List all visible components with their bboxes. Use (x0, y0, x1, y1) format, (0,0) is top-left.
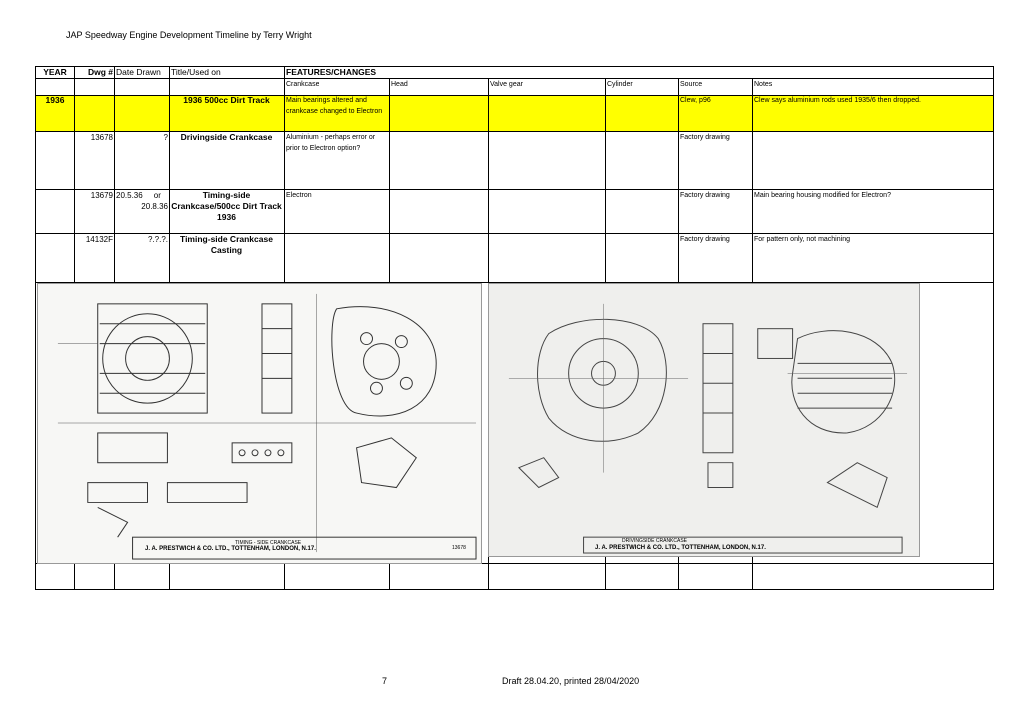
row3-source: Factory drawing (680, 192, 730, 199)
row2-date: ? (163, 133, 168, 142)
row4-title: Timing-side Crankcase Casting (180, 234, 273, 255)
timing-side-crankcase-drawing (488, 283, 920, 557)
row1-notes: Clew says aluminium rods used 1935/6 then dropped. (754, 97, 921, 104)
row2-title: Drivingside Crankcase (180, 132, 273, 142)
row1-source: Clew, p96 (680, 97, 711, 104)
document-title: JAP Speedway Engine Development Timeline by Terry Wright (66, 30, 312, 40)
row1-year: 1936 (45, 95, 65, 105)
subheader-crankcase: Crankcase (286, 81, 320, 88)
row3-title: Timing-side Crankcase/500cc Dirt Track 1936 (171, 190, 282, 222)
subheader-source: Source (680, 81, 703, 88)
subheader-cylinder: Cylinder (607, 81, 633, 88)
header-features: FEATURES/CHANGES (286, 67, 377, 77)
row3-crankcase: Electron (286, 192, 312, 199)
draft-note: Draft 28.04.20, printed 28/04/2020 (502, 676, 640, 686)
subheader-notes: Notes (754, 81, 773, 88)
subheader-valve-gear: Valve gear (490, 81, 523, 88)
drawing1-maker: J. A. PRESTWICH & CO. LTD., TOTTENHAM, LONDON, N.17. (145, 546, 316, 552)
row3-dwg: 13679 (90, 191, 113, 200)
page-number: 7 (382, 676, 388, 686)
row3-notes: Main bearing housing modified for Electron? (754, 192, 891, 199)
drawing1-caption: TIMING - SIDE CRANKCASE (235, 540, 302, 546)
row3-date-b: 20.8.36 (141, 202, 168, 211)
drawing1-number: 13678 (452, 545, 466, 551)
drivingside-crankcase-drawing (37, 283, 482, 564)
row4-dwg: 14132F (85, 235, 113, 244)
header-date: Date Drawn (116, 67, 161, 77)
subheader-head: Head (391, 81, 408, 88)
drawing2-caption: DRIVINGSIDE CRANKCASE (622, 538, 688, 544)
header-dwg: Dwg # (87, 67, 113, 77)
row2-crankcase: Aluminium - perhaps error or prior to Electron option? (286, 134, 376, 152)
drawing2-maker: J. A. PRESTWICH & CO. LTD., TOTTENHAM, LONDON, N.17. (595, 545, 766, 551)
row2-source: Factory drawing (680, 134, 730, 141)
row4-source: Factory drawing (680, 236, 730, 243)
row3-date-a: 20.5.36 or (116, 191, 161, 200)
row2-dwg: 13678 (90, 133, 113, 142)
header-year: YEAR (43, 67, 67, 77)
row4-notes: For pattern only, not machining (754, 236, 850, 243)
row1-crankcase: Main bearings altered and crankcase changed to Electron (286, 97, 383, 115)
row1-title: 1936 500cc Dirt Track (183, 95, 270, 105)
header-title: Title/Used on (171, 67, 221, 77)
row4-date: ?.?.?. (147, 235, 168, 244)
